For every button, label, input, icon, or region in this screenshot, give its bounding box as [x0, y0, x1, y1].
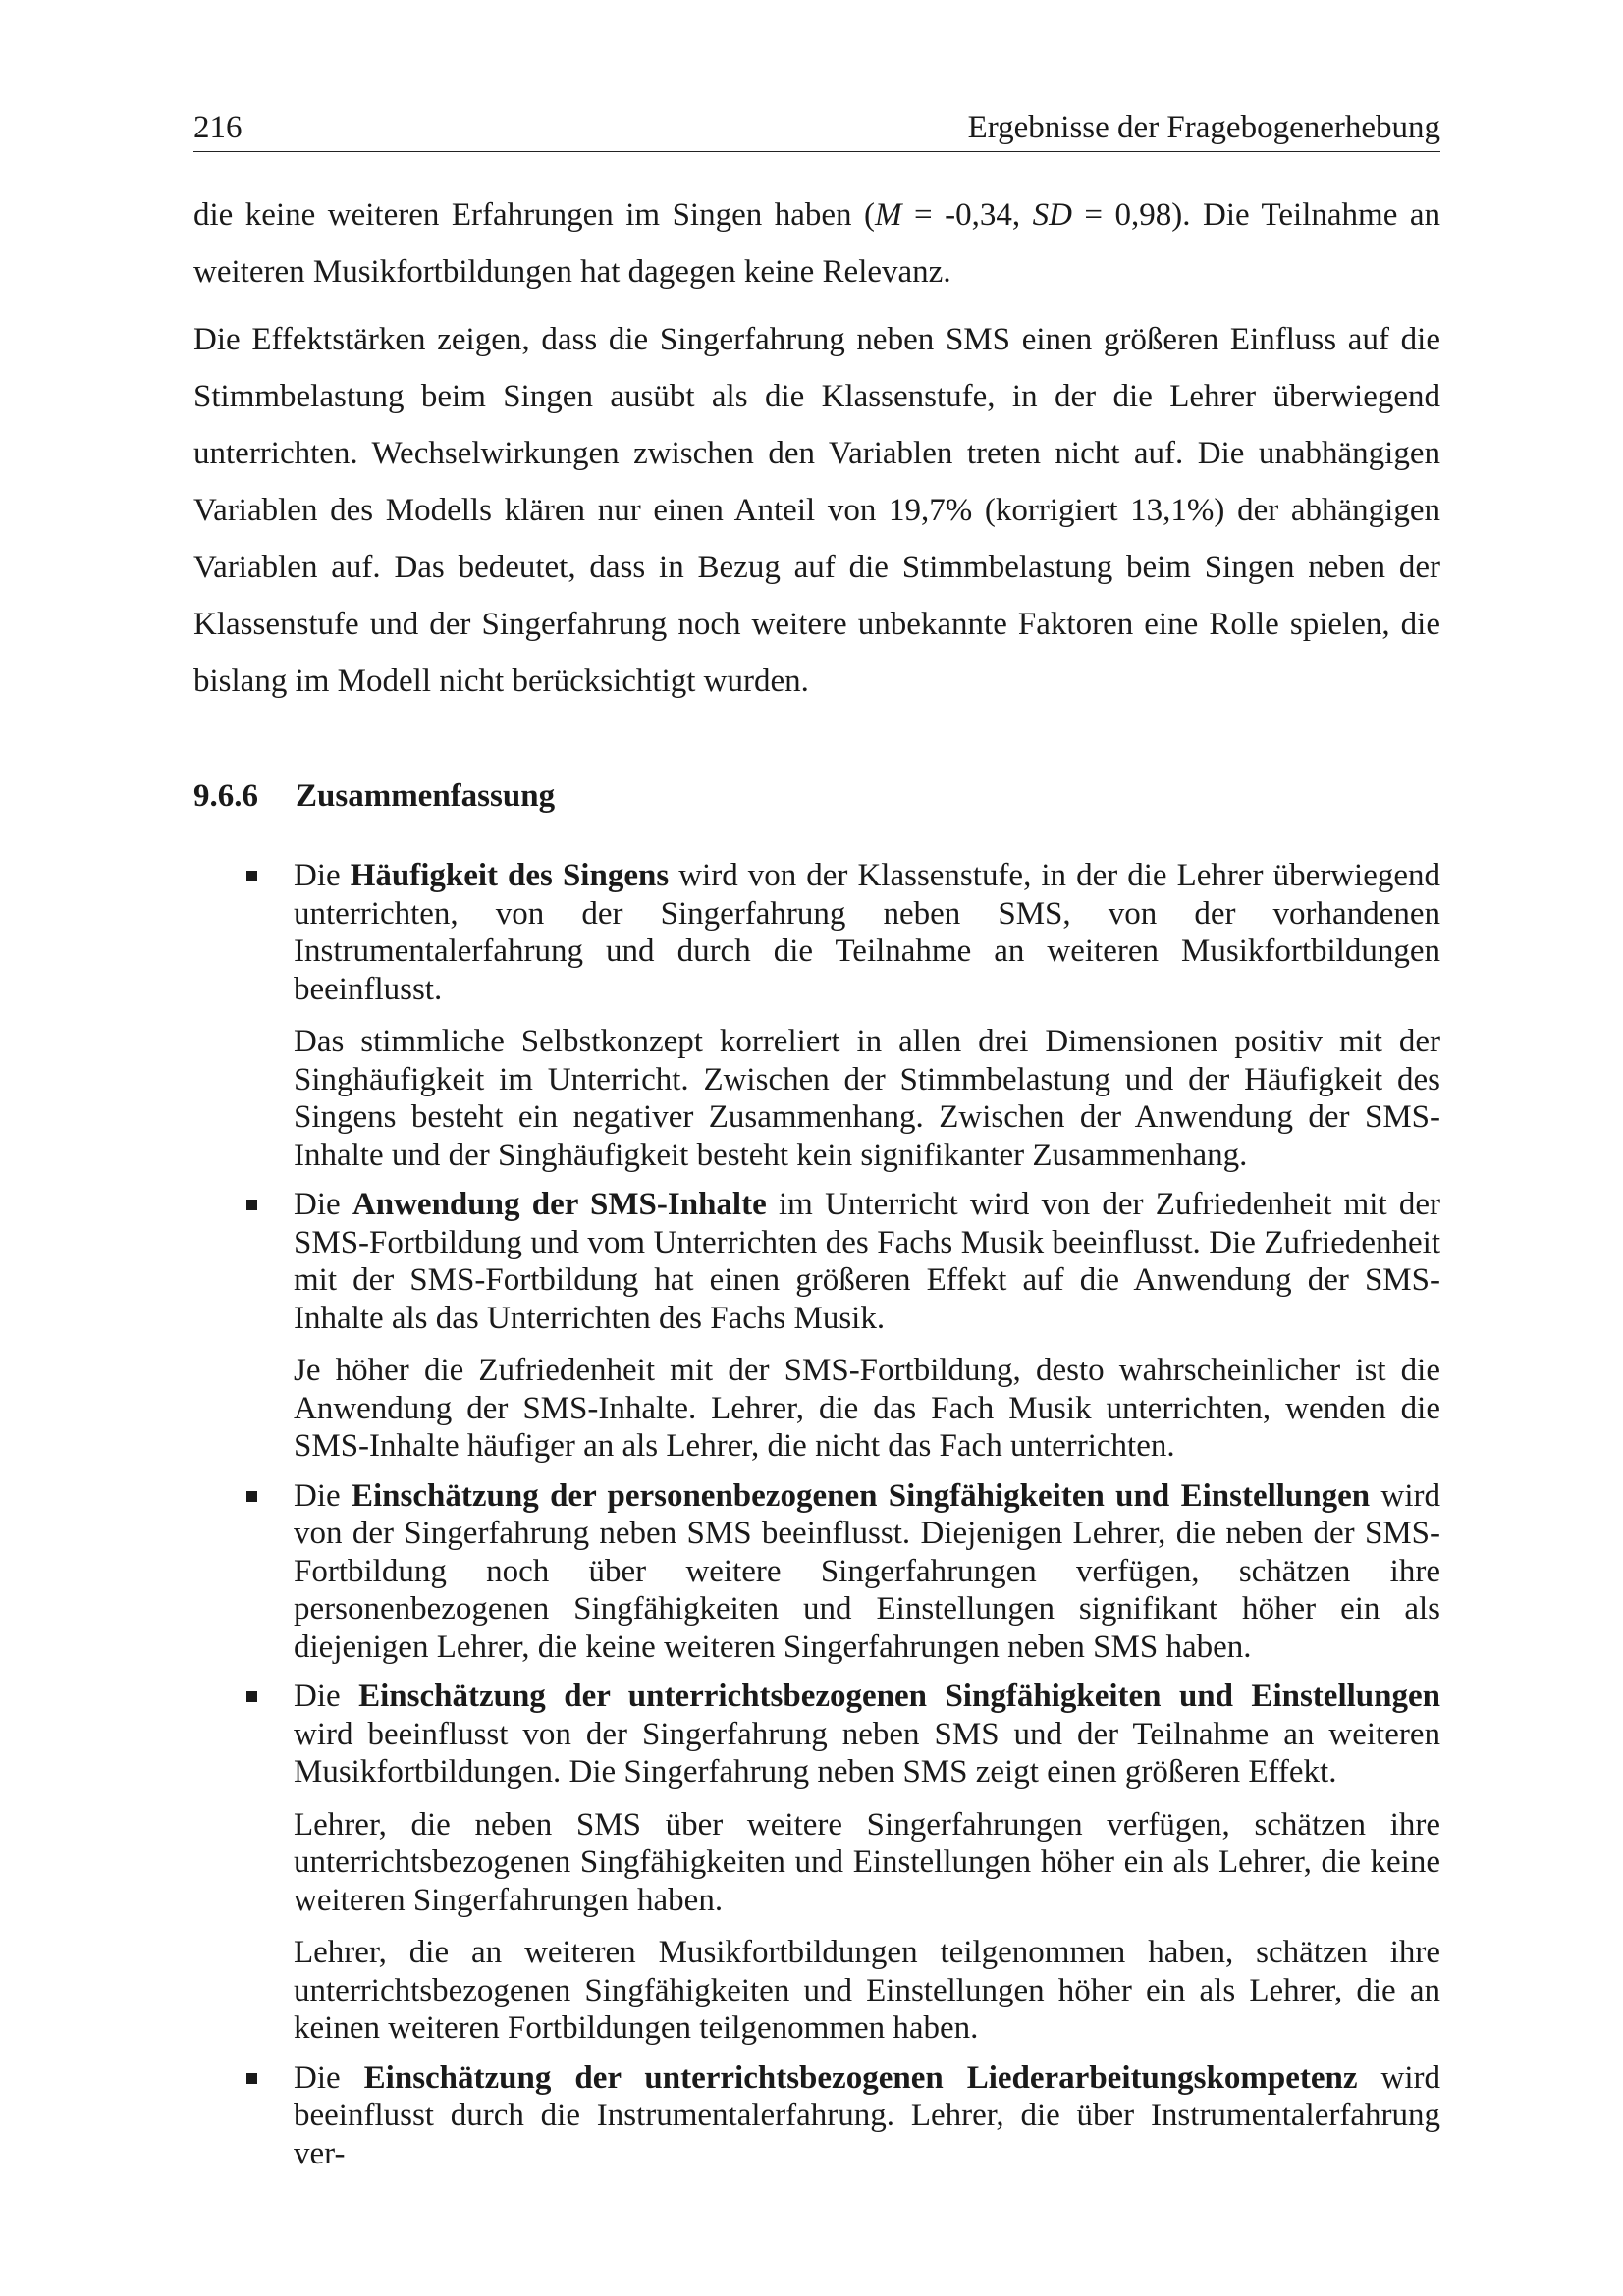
bullet-1-keyterm: Häufigkeit des Singens: [350, 858, 670, 893]
bullet-5-lead: [294, 2059, 1440, 2173]
bullet-4-pre: Die: [294, 1679, 359, 1714]
bullet-2-post: im Unterricht wird von der Zufriedenheit mit der SMS-Fortbildung und vom Unterrichten des Fachs Musik beeinflusst. Die Zufriedenheit mit der SMS-Fortbildung hat einen größeren Effekt auf die Anwendung der SMS-Inhalte als das Unterrichten des Fachs Musik.: [294, 1187, 1441, 1336]
intro-p1-text-b: = -0,34,: [901, 197, 1033, 233]
intro-paragraph-2: Die Effektstärken zeigen, dass die Singerfahrung neben SMS einen größeren Einfluss auf die Stimmbelastung beim Singen ausübt als die Klassenstufe, in der die Lehrer überwiegend unterrichten. Wechselwirkungen zwischen den Variablen treten nicht auf. Die unabhängigen Variablen des Modells klären nur einen Anteil von 19,7% (korrigiert 13,1%) der abhängigen Variablen auf. Das bedeutet, dass in Bezug auf die Stimmbelastung beim Singen neben der Klassenstufe und der Singerfahrung noch weitere unbekannte Faktoren eine Rolle spielen, die bislang im Modell nicht berücksichtigt wurden.: [193, 322, 1440, 699]
summary-bullet-list: [193, 857, 1440, 2172]
sd-symbol: SD: [1032, 197, 1072, 233]
bullet-2-extra-1: Je höher die Zufriedenheit mit der SMS-Fortbildung, desto wahrscheinlicher ist die Anwendung der SMS-Inhalte. Lehrer, die das Fach Musik unterrichten, wenden die SMS-Inhalte häufiger an als Lehrer, die nicht das Fach unterrichten.: [294, 1353, 1440, 1464]
page-number: 216: [193, 110, 243, 145]
intro-p1-text-a: die keine weiteren Erfahrungen im Singen haben (: [193, 197, 876, 233]
summary-bullet-1: [193, 857, 1440, 1174]
running-header: [193, 104, 1440, 152]
intro-p1-text-c: = 0,98). Die Teilnahme an weiteren Musikfortbildungen hat dagegen keine Relevanz.: [193, 197, 1440, 290]
bullet-3-lead: [294, 1477, 1440, 1667]
bullet-1-pre: Die: [294, 858, 351, 893]
bullet-1-post: wird von der Klassenstufe, in der die Lehrer überwiegend unterrichten, von der Singerfahrung neben SMS, von der vorhandenen Instrumentalerfahrung und durch die Teilnahme an weiteren Musikfortbildungen beeinflusst.: [294, 858, 1440, 1007]
square-bullet-icon: [246, 871, 257, 881]
bullet-1-extra-1: Das stimmliche Selbstkonzept korreliert in allen drei Dimensionen positiv mit der Singhäufigkeit im Unterricht. Zwischen der Stimmbelastung und der Häufigkeit des Singens besteht ein negativer Zusammenhang. Zwischen der Anwendung der SMS-Inhalte und der Singhäufigkeit besteht kein signifikanter Zusammenhang.: [294, 1024, 1440, 1173]
summary-bullet-3: [193, 1477, 1440, 1667]
book-page: [193, 0, 1440, 2296]
bullet-1-lead: [294, 857, 1440, 1008]
running-header-title: Ergebnisse der Fragebogenerhebung: [967, 110, 1440, 145]
bullet-4-lead: [294, 1678, 1440, 1791]
section-title: Zusammenfassung: [296, 778, 556, 814]
square-bullet-icon: [246, 1491, 257, 1502]
square-bullet-icon: [246, 1200, 257, 1210]
section-number: 9.6.6: [193, 778, 258, 814]
summary-bullet-2: [193, 1186, 1440, 1466]
bullet-4-keyterm: Einschätzung der unterrichtsbezogenen Singfähigkeiten und Einstellungen: [358, 1679, 1440, 1714]
bullet-4-extra-1: Lehrer, die neben SMS über weitere Singerfahrungen verfügen, schätzen ihre unterrichtsbezogenen Singfähigkeiten und Einstellungen höher ein als Lehrer, die keine weiteren Singerfahrungen haben.: [294, 1806, 1440, 1918]
summary-bullet-5: [193, 2059, 1440, 2173]
square-bullet-icon: [246, 2073, 257, 2084]
bullet-5-keyterm: Einschätzung der unterrichtsbezogenen Liederarbeitungskompetenz: [363, 2059, 1358, 2096]
section-heading: [193, 776, 1440, 816]
bullet-3-keyterm: Einschätzung der personenbezogenen Singfähigkeiten und Einstellungen: [352, 1477, 1371, 1514]
bullet-2-lead: [294, 1186, 1440, 1337]
body-text: [193, 187, 1440, 2184]
bullet-2-pre: Die: [294, 1187, 352, 1222]
intro-paragraph-1: [193, 187, 1440, 300]
bullet-5-pre: Die: [294, 2059, 364, 2096]
bullet-5-post: wird beeinflusst durch die Instrumentalerfahrung. Lehrer, die über Instrumentalerfahrung ver-: [294, 2059, 1441, 2171]
bullet-3-pre: Die: [294, 1477, 352, 1514]
bullet-4-post: wird beeinflusst von der Singerfahrung neben SMS und der Teilnahme an weiteren Musikfortbildungen. Die Singerfahrung neben SMS zeigt einen größeren Effekt.: [294, 1716, 1440, 1789]
bullet-2-keyterm: Anwendung der SMS-Inhalte: [352, 1187, 767, 1222]
bullet-3-post: wird von der Singerfahrung neben SMS beeinflusst. Diejenigen Lehrer, die neben der SMS-Fortbildung noch über weitere Singerfahrungen verfügen, schätzen ihre personenbezogenen Singfähigkeiten und Einstellungen signifikant höher ein als diejenigen Lehrer, die keine weiteren Singerfahrungen neben SMS haben.: [294, 1477, 1440, 1665]
mean-symbol: M: [875, 197, 902, 233]
summary-bullet-4: [193, 1678, 1440, 2048]
square-bullet-icon: [246, 1691, 257, 1702]
bullet-4-extra-2: Lehrer, die an weiteren Musikfortbildungen teilgenommen haben, schätzen ihre unterrichtsbezogenen Singfähigkeiten und Einstellungen höher ein als Lehrer, die an keinen weiteren Fortbildungen teilgenommen haben.: [294, 1935, 1440, 2046]
